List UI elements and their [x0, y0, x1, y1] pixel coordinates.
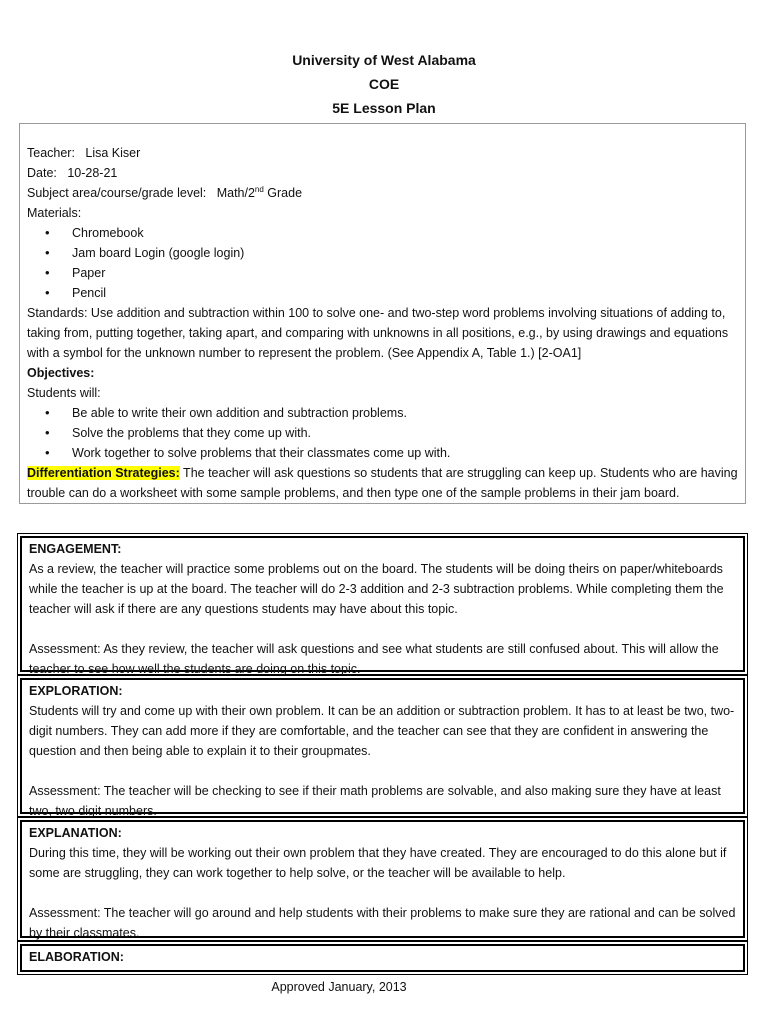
teacher-line — [27, 143, 745, 163]
list-item: • Jam board Login (google login) — [27, 243, 745, 263]
explanation-title: EXPLANATION: — [29, 826, 122, 840]
document-header — [0, 48, 768, 120]
exploration-body: Students will try and come up with their own problem. It can be an addition or subtraction problem. It has to at least be two, two-digit numbers. They can add more if they are comfortable, and the teacher can see that they are confident in answering the question and then being able to explain it to their groupmates. — [29, 704, 735, 758]
engagement-section — [17, 533, 748, 675]
subject-prefix: Math/2 — [216, 186, 255, 200]
engagement-assessment: Assessment: As they review, the teacher will ask questions and see what students are still confused about. This will allow the teacher to see how well the students are doing on this topic. — [29, 642, 719, 676]
list-item: • Solve the problems that they come up with. — [27, 423, 745, 443]
list-item: • Paper — [27, 263, 745, 283]
differentiation-text: The teacher will ask questions so students that are struggling can keep up. Students who are having trouble can do a worksheet with some sample problems, and then type one of the sample problems in their jam board. — [27, 466, 738, 500]
plan-title: 5E Lesson Plan — [332, 100, 436, 116]
subject-sup: nd — [254, 184, 264, 194]
engagement-body: As a review, the teacher will practice some problems out on the board. The students will be doing theirs on paper/whiteboards while the teacher is up at the board. The teacher will do 2-3 addition and 2-3 subtraction problems. While completing them the teacher will ask if there are any questions students may have about this topic. — [29, 562, 724, 616]
standards-text: Standards: Use addition and subtraction within 100 to solve one- and two-step word problems involving situations of adding to, taking from, putting together, taking apart, and comparing with unknowns in all positions, e.g., by using drawings and equations with a symbol for the unknown number to represent the problem. (See Appendix A, Table 1.) [2-OA1] — [27, 306, 729, 360]
objectives-label: Objectives: — [27, 366, 95, 380]
explanation-assessment: Assessment: The teacher will go around and help students with their problems to make sure they are rational and can be solved by their classmates. — [29, 906, 736, 940]
objectives-list — [27, 403, 745, 463]
engagement-title: ENGAGEMENT: — [29, 542, 122, 556]
approval-footer: Approved January, 2013 — [271, 980, 407, 994]
materials-list — [27, 223, 745, 303]
list-item: • Be able to write their own addition and subtraction problems. — [27, 403, 745, 423]
date-line — [27, 163, 745, 183]
lesson-info-box — [19, 123, 746, 504]
explanation-section — [17, 817, 748, 941]
elaboration-title: ELABORATION: — [29, 950, 124, 964]
materials-label: Materials: — [27, 206, 82, 220]
university-name: University of West Alabama — [292, 52, 476, 68]
list-item: • Chromebook — [27, 223, 745, 243]
elaboration-section — [17, 941, 748, 975]
subject-line — [27, 183, 745, 203]
teacher-name: Lisa Kiser — [85, 146, 141, 160]
list-item: • Work together to solve problems that their classmates come up with. — [27, 443, 745, 463]
exploration-assessment: Assessment: The teacher will be checking to see if their math problems are solvable, and also making sure they have at least two, two digit numbers. — [29, 784, 721, 818]
students-will-label: Students will: — [27, 386, 101, 400]
differentiation-paragraph — [27, 463, 739, 503]
differentiation-label: Differentiation Strategies: — [27, 466, 180, 480]
date-value: 10-28-21 — [67, 166, 118, 180]
date-label: Date: — [27, 166, 57, 180]
exploration-title: EXPLORATION: — [29, 684, 123, 698]
college-name: COE — [368, 76, 400, 92]
subject-label: Subject area/course/grade level: — [27, 186, 207, 200]
exploration-section — [17, 675, 748, 817]
explanation-body: During this time, they will be working out their own problem that they have created. They are encouraged to do this alone but if some are struggling, they can work together to help solve, or the teacher will be available to help. — [29, 846, 727, 880]
teacher-label: Teacher: — [27, 146, 75, 160]
subject-suffix: Grade — [263, 186, 303, 200]
list-item: • Pencil — [27, 283, 745, 303]
